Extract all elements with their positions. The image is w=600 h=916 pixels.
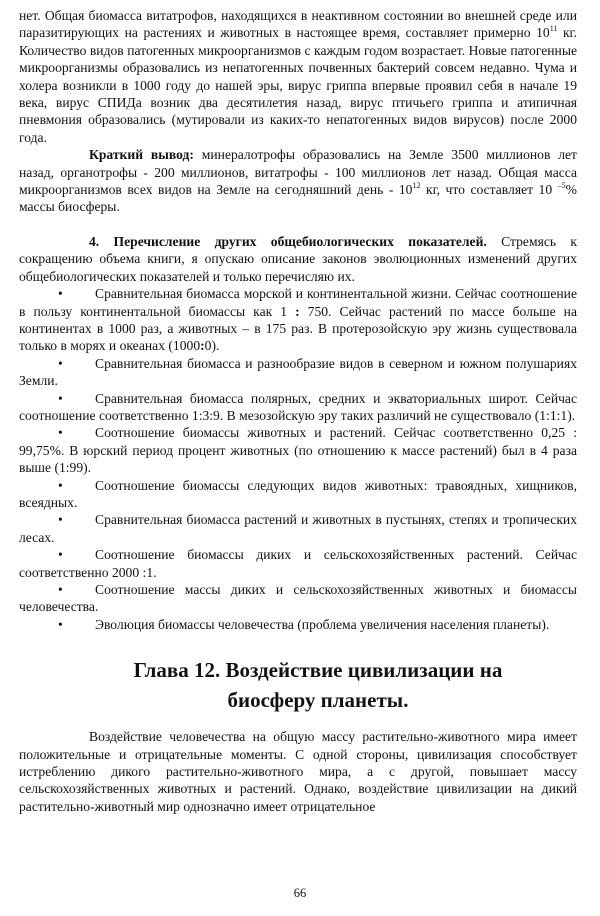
text-run: 750. Сейчас растений по массе больше на континентах в 1000 раз, а животных – в 175 раз. В протерозойскую эру жизнь существовала только в морях и океанах (1000 [19,303,577,354]
bullet-icon: • [58,477,63,493]
text-run: Соотношение биомассы диких и сельскохозяйственных растений. Сейчас соответственно 2000 :1. [19,547,577,580]
bullet-icon: • [58,547,63,563]
list-item [19,424,577,476]
list-item [19,581,577,616]
list-item [19,390,577,425]
bullet-icon: • [58,390,63,406]
text-run: Сравнительная биомасса растений и животных в пустынях, степях и тропических лесах. [19,512,577,545]
text-run: Эволюция биомассы человечества (проблема увеличения населения планеты). [95,616,550,632]
summary-label: Краткий вывод: [89,147,194,163]
superscript: –5 [557,181,566,191]
page-body [19,7,577,815]
list-item [19,355,577,390]
list-item [19,285,577,355]
text-run: кг. Количество видов патогенных микроорганизмов с каждым годом возрастает. Новые патогенные микроорганизмы образовались из непатогенных почвенных бактерий совсем недавно. Чума и холера возникли в 1000 году до нашей эры, вирус гриппа впервые проявил себя в начале 19 века, вирус СПИДа возник два десятилетия назад, вирус птичьего гриппа и атипичная пневмония образовались (мутировали из каких-то непатогенных видов вирусов) после 2000 года. [19,25,577,145]
chapter-title-line: Глава 12. Воздействие цивилизации на [133,658,503,683]
bullet-icon: • [58,512,63,528]
bullet-icon: • [58,616,63,632]
paragraph-section-4 [19,233,577,285]
text-run: Соотношение массы диких и сельскохозяйственных животных и биомассы человечества. [19,582,577,615]
list-item [19,616,577,633]
text-run: Стремясь к сокращению объема книги, я опускаю описание законов эволюционных изменений других общебиологических показателей и только перечисляю их. [19,233,577,284]
text-run: : [200,338,205,354]
paragraph-microorganisms [19,7,577,146]
bullet-icon: • [58,286,63,302]
text-run: кг, что составляет 10 [420,182,558,198]
section-heading: 4. Перечисление других общебиологических показателей. [89,233,487,249]
list-item [19,511,577,546]
text-run: Соотношение биомассы следующих видов животных: травоядных, хищников, всеядных. [19,477,577,510]
text-run: минералотрофы образовались на Земле 3500 миллионов лет назад, органотрофы - 200 миллионов, витатрофы - 100 миллионов лет назад. Общая масса микроорганизмов всех видов на Земле на сегодняшний день - 10 [19,147,577,198]
bullet-icon: • [58,355,63,371]
superscript: 12 [412,181,421,191]
paragraph-civilization: Воздействие человечества на общую массу растительно-животного мира имеет положительные и отрицательные моменты. С одной стороны, цивилизация способствует истреблению дикого растительно-животного мира, а с другой, повышает массу сельскохозяйственных животных и растений. Однако, воздействие цивилизации на дикий растительно-животный мир однозначно имеет отрицательное [19,729,577,814]
text-run: Соотношение биомассы животных и растений. Сейчас соответственно 0,25 : 99,75%. В юрский период процент животных (по отношению к массе растений) был в 4 раза выше (1:99). [19,425,577,476]
paragraph-summary [19,146,577,216]
text-run: % массы биосферы. [19,182,577,215]
text-run: 0). [204,338,220,354]
text-run: Сравнительная биомасса и разнообразие видов в северном и южном полушариях Земли. [19,355,577,389]
chapter-title-line: биосферу планеты. [227,688,409,713]
list-item [19,546,577,581]
list-item [19,477,577,512]
chapter-title [19,655,577,715]
text-run: Сравнительная биомасса морской и континентальной жизни. Сейчас соотношение в пользу континентальной биомассы как 1 [19,286,577,319]
bullet-icon: • [58,582,63,597]
text-run: : [295,303,300,319]
page-number: 66 [293,886,307,900]
text-run: Сравнительная биомасса полярных, средних и экваториальных широт. Сейчас соотношение соответственно 1:3:9. В мезозойскую эру таких различий не существовало (1:1:1). [19,390,577,423]
superscript: 11 [549,24,558,34]
bullet-icon: • [58,425,63,441]
text-run: нет. Общая биомасса витатрофов, находящихся в неактивном состоянии во внешней среде или паразитирующих на растениях и животных в настоящее время, составляет примерно 10 [19,8,577,41]
